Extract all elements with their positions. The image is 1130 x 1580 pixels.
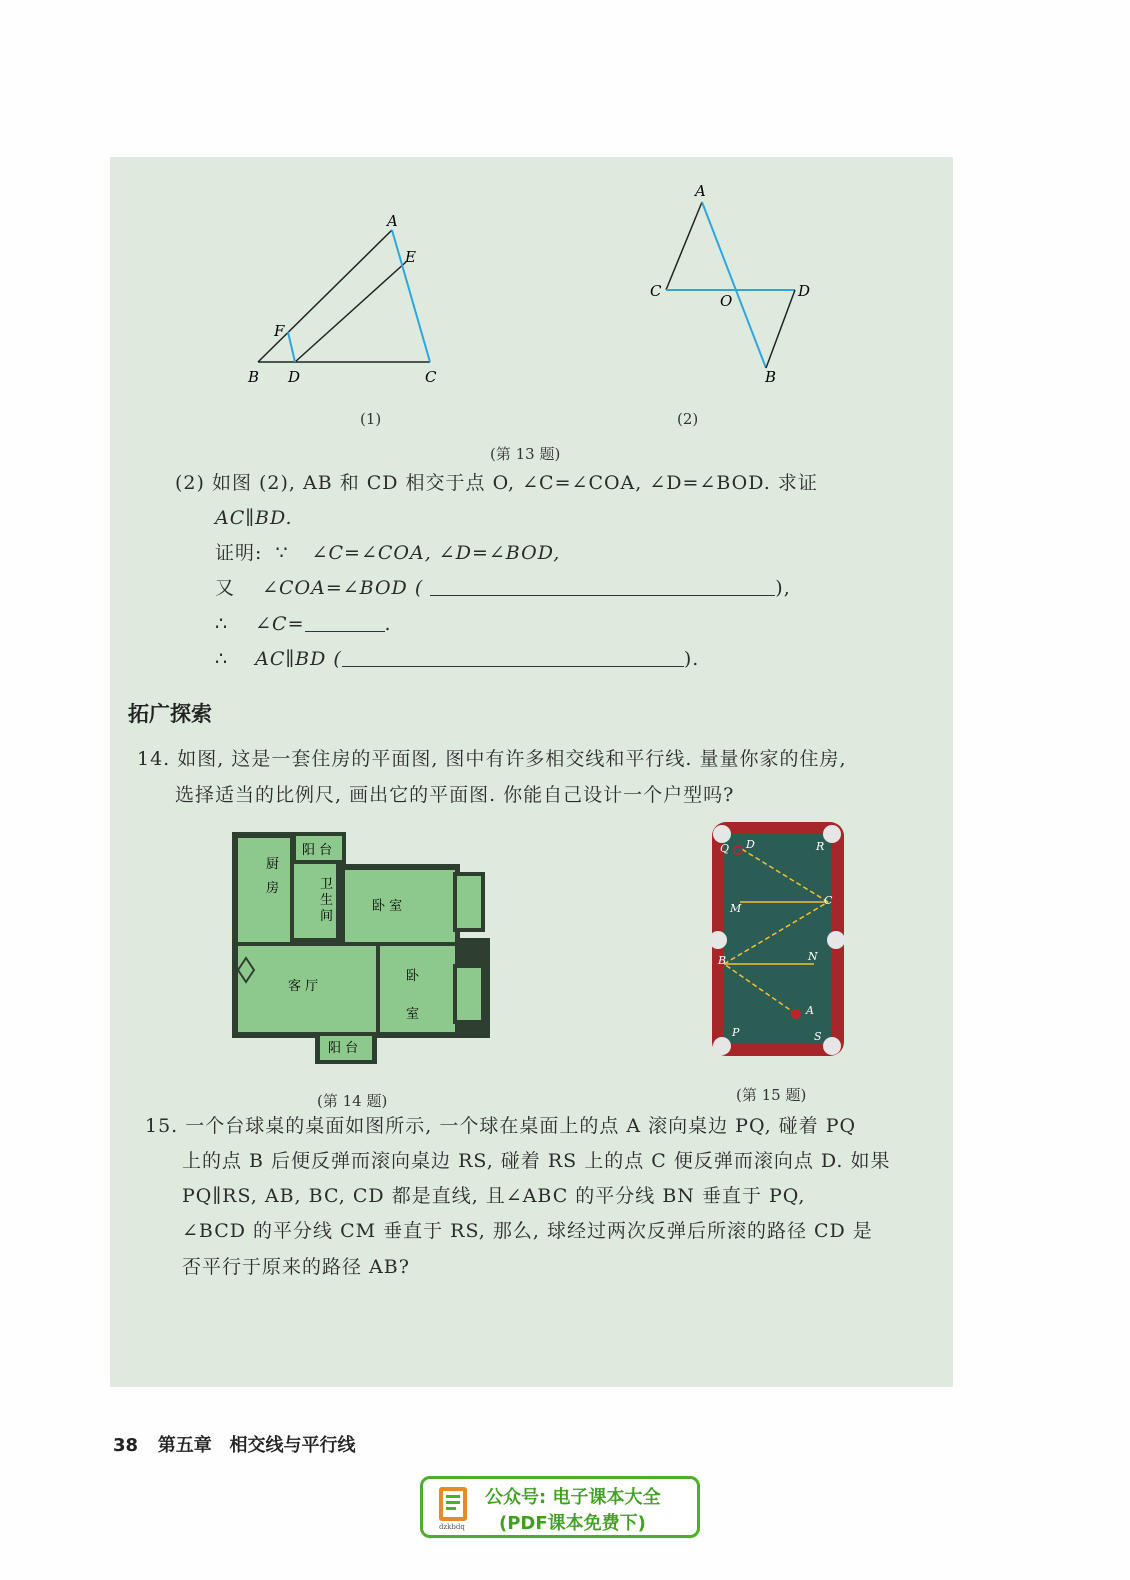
billiard-table-figure (710, 818, 850, 1060)
plan-living: 客 厅 (288, 979, 319, 994)
therefore-symbol: ∴ (215, 613, 229, 635)
plan-bedroom-2a: 卧 (406, 969, 420, 984)
plan-kitchen-1: 厨 (266, 857, 280, 872)
proof-step2 (215, 571, 791, 606)
book-icon (435, 1485, 475, 1531)
promo-badge[interactable] (420, 1476, 700, 1538)
plan-kitchen-2: 房 (266, 881, 280, 896)
plan-bath-2: 生 (320, 893, 334, 908)
step2-end: ), (775, 577, 791, 599)
table-label-C: C (824, 894, 833, 907)
step3-end: . (384, 613, 392, 635)
label-F: F (274, 322, 285, 340)
step3-expr: ∠C= (255, 613, 305, 635)
therefore-symbol: ∴ (215, 648, 229, 670)
chapter-label: 第五章 (157, 1435, 212, 1456)
table-label-P: P (732, 1026, 740, 1039)
problem-15-line4: ∠BCD 的平分线 CM 垂直于 RS, 那么, 球经过两次反弹后所滚的路径 CD 是 (182, 1220, 873, 1242)
fig-13-1-caption: (1) (360, 410, 382, 428)
proof-given: ∠C=∠COA, ∠D=∠BOD, (311, 542, 561, 564)
fig-15-caption: (第 15 题) (736, 1086, 807, 1104)
table-label-R: R (816, 840, 825, 853)
proof-step3 (215, 607, 392, 642)
label-E: E (405, 248, 416, 266)
step4-expr: AC∥BD ( (255, 648, 342, 670)
badge-line2: (PDF课本免费下) (499, 1513, 646, 1534)
label-D: D (288, 368, 301, 386)
problem-15-line3: PQ∥RS, AB, BC, CD 都是直线, 且∠ABC 的平分线 BN 垂直于 PQ, (182, 1185, 806, 1207)
also-word: 又 (215, 577, 236, 599)
because-symbol: ∵ (275, 542, 289, 564)
problem-13-2-line2: AC∥BD. (215, 507, 293, 529)
fig-14-caption: (第 14 题) (317, 1092, 388, 1110)
section-heading: 拓广探索 (128, 702, 212, 726)
step4-end: ). (683, 648, 700, 670)
table-label-D: D (746, 838, 755, 851)
chapter-title: 相交线与平行线 (229, 1435, 356, 1456)
blank-step2[interactable] (430, 575, 775, 596)
page-footer (113, 1431, 356, 1457)
step2-expr: ∠COA=∠BOD ( (262, 577, 424, 599)
problem-14-line2: 选择适当的比例尺, 画出它的平面图. 你能自己设计一个户型吗? (175, 784, 735, 806)
blank-step3[interactable] (305, 611, 385, 632)
fig-13-caption: (第 13 题) (490, 445, 561, 463)
floor-plan-figure (230, 830, 490, 1065)
label-C: C (425, 368, 437, 386)
badge-line1: 公众号: 电子课本大全 (485, 1487, 661, 1508)
label-C: C (650, 282, 662, 300)
problem-14-line1: 14. 如图, 这是一套住房的平面图, 图中有许多相交线和平行线. 量量你家的住房, (137, 748, 847, 770)
table-label-Q: Q (720, 842, 730, 855)
plan-balcony-top: 阳 台 (302, 843, 333, 858)
table-label-A: A (806, 1004, 814, 1017)
plan-bath-1: 卫 (320, 877, 334, 892)
proof-step1 (215, 536, 560, 571)
plan-bath-3: 间 (320, 909, 334, 924)
table-label-B: B (718, 954, 727, 967)
label-B: B (248, 368, 260, 386)
fig-13-2-caption: (2) (677, 410, 699, 428)
problem-15-line1: 15. 一个台球桌的桌面如图所示, 一个球在桌面上的点 A 滚向桌边 PQ, 碰着 PQ (145, 1115, 857, 1137)
label-B: B (765, 368, 777, 386)
label-A: A (387, 212, 398, 230)
figure-13-2 (640, 180, 830, 390)
figure-13-1 (240, 210, 460, 400)
label-A: A (695, 182, 706, 200)
plan-bedroom-1: 卧 室 (372, 899, 403, 914)
problem-15-line2: 上的点 B 后便反弹而滚向桌边 RS, 碰着 RS 上的点 C 便反弹而滚向点 D. 如果 (182, 1150, 891, 1172)
table-label-S: S (814, 1030, 822, 1043)
blank-step4[interactable] (342, 646, 684, 667)
table-label-M: M (730, 902, 742, 915)
label-D: D (798, 282, 811, 300)
proof-step4 (215, 642, 699, 677)
table-label-N: N (808, 950, 818, 963)
problem-13-2-line1: (2) 如图 (2), AB 和 CD 相交于点 O, ∠C=∠COA, ∠D=∠BOD. 求证 (175, 472, 818, 494)
plan-balcony-bottom: 阳 台 (328, 1041, 359, 1056)
proof-label: 证明: (215, 542, 263, 564)
problem-15-line5: 否平行于原来的路径 AB? (182, 1256, 410, 1278)
label-O: O (720, 292, 733, 310)
plan-bedroom-2b: 室 (406, 1007, 420, 1022)
page-number: 38 (113, 1435, 139, 1456)
icon-caption: dzkbdq (439, 1523, 465, 1531)
